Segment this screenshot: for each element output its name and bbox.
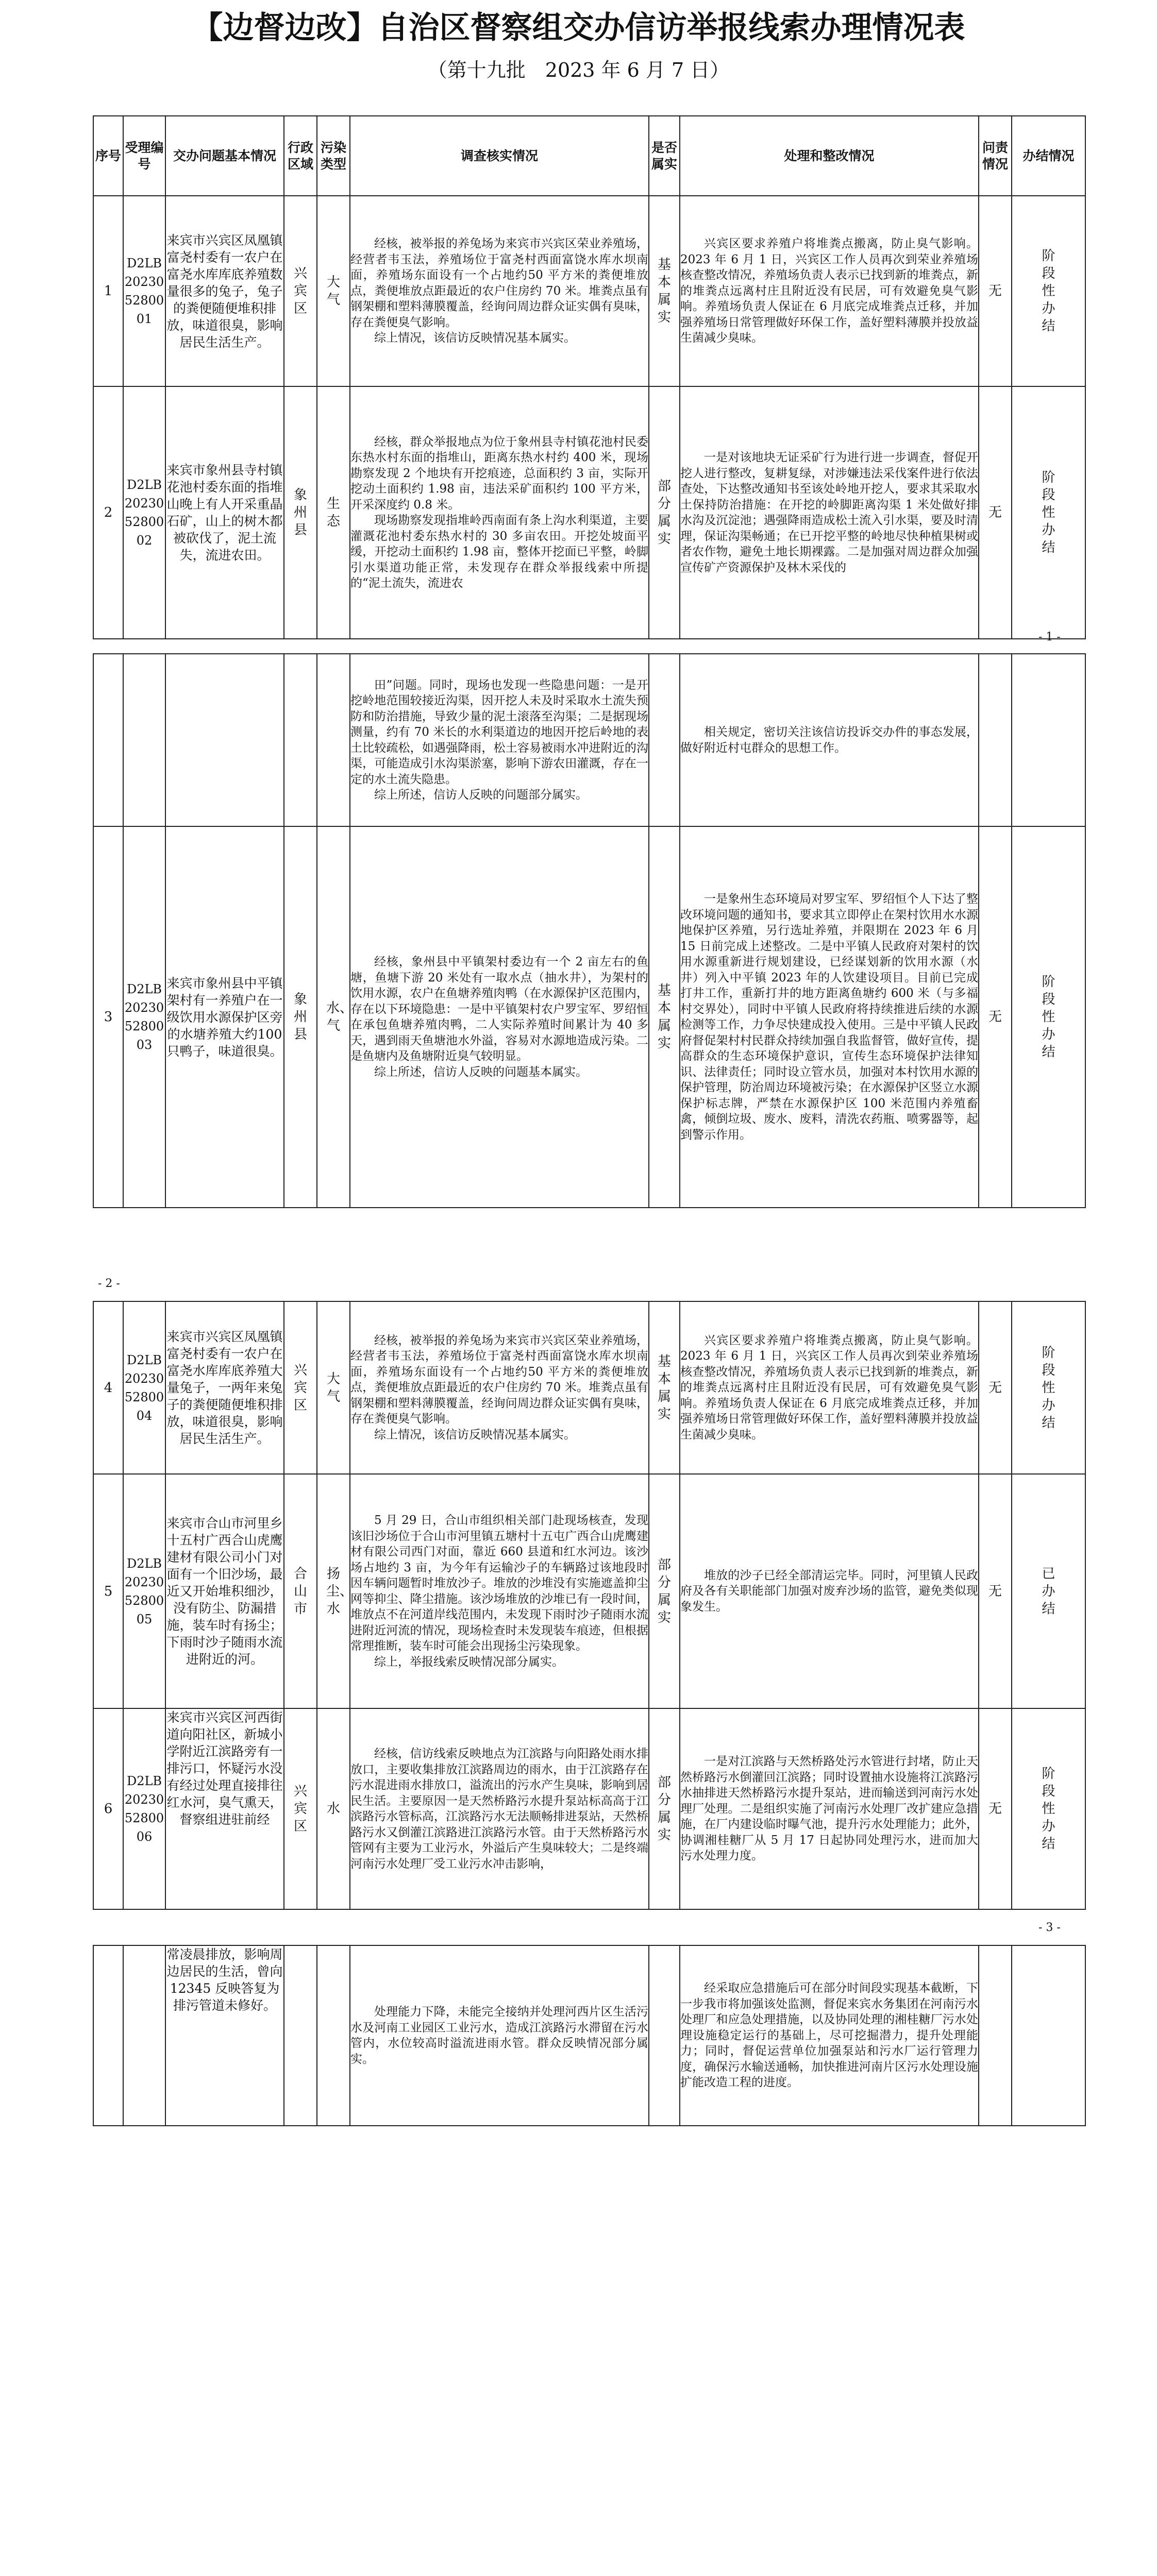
- cell-no: 3: [93, 826, 123, 1208]
- cell-accountability: 无: [979, 1301, 1012, 1474]
- cell-code: D2LB202305280006: [123, 1708, 165, 1909]
- cell-no: [93, 654, 123, 826]
- table-row: [93, 826, 1085, 1208]
- page3-table: [93, 1301, 1086, 1910]
- cell-code: D2LB202305280003: [123, 826, 165, 1208]
- cell-region: 兴宾区: [284, 196, 317, 386]
- cell-true-status: [649, 654, 680, 826]
- cell-summary: 来宾市合山市河里乡十五村广西合山虎鹰建材有限公司小门对面有一个旧沙场，最近又开始堆积细沙，没有防尘、防漏措施，装车时有扬尘；下雨时沙子随雨水流进附近的河。: [165, 1474, 284, 1708]
- cell-true-status: 基本属实: [649, 196, 680, 386]
- cell-summary: 来宾市兴宾区凤凰镇富尧村委有一农户在富尧水库库底养殖数量很多的兔子，兔子的粪便随便堆积排放，味道很臭，影响居民生活生产。: [165, 196, 284, 386]
- cell-no: 5: [93, 1474, 123, 1708]
- cell-handling: 经采取应急措施后可在部分时间段实现基本截断，下一步我市将加强该处监测，督促来宾水务集团在河南污水处理厂和应急处理措施，以及协同处理的湘桂糖厂污水处理设施稳定运行的基础上，尽可挖掘潜力，提升处理能力；同时，督促运营单位加强泵站和污水厂运行管理力度，确保污水输送通畅，加快推进河南片区污水处理设施扩能改造工程的进度。: [680, 1945, 979, 2126]
- cell-summary: 来宾市兴宾区凤凰镇富尧村委有一农户在富尧水库库底养殖大量兔子，一两年来兔子的粪便随便堆积排放，味道很臭，影响居民生活生产。: [165, 1301, 284, 1474]
- cell-code: D2LB202305280005: [123, 1474, 165, 1708]
- cell-accountability: [979, 654, 1012, 826]
- cell-summary: [165, 654, 284, 826]
- cell-no: 6: [93, 1708, 123, 1909]
- cell-region: 兴宾区: [284, 1301, 317, 1474]
- cell-no: 4: [93, 1301, 123, 1474]
- cell-investigation: 经核，被举报的养兔场为来宾市兴宾区荣业养殖场，经营者韦玉法，养殖场位于富尧村西面富饶水库水坝南面，养殖场东面设有一个占地约50 平方米的粪便堆放点，粪便堆放点距最近的农户住房约 70 米。堆粪点虽有钢架棚和塑料薄膜覆盖，经询问周边群众证实偶有臭味，存在粪便臭气影响。 综上情况，该信访反映情况基本属实。: [350, 196, 649, 386]
- cell-region: [284, 654, 317, 826]
- col-header-investigation: 调查核实情况: [350, 116, 649, 196]
- cell-type: 水: [317, 1708, 350, 1909]
- cell-completion: 阶段性办结: [1012, 826, 1085, 1208]
- cell-accountability: 无: [979, 1474, 1012, 1708]
- document-title: 【边督边改】自治区督察组交办信访举报线索办理情况表: [192, 10, 965, 46]
- cell-region: 兴宾区: [284, 1708, 317, 1909]
- cell-completion: 已办结: [1012, 1474, 1085, 1708]
- table-row: [93, 1708, 1085, 1909]
- cell-true-status: 基本属实: [649, 826, 680, 1208]
- cell-type: [317, 1945, 350, 2126]
- cell-code: D2LB202305280002: [123, 386, 165, 639]
- document-subtitle: （第十九批 2023 年 6 月 7 日）: [427, 59, 730, 81]
- cell-type: 大气: [317, 196, 350, 386]
- cell-handling: 堆放的沙子已经全部清运完毕。同时，河里镇人民政府及各有关职能部门加强对废弃沙场的监管，避免类似现象发生。: [680, 1474, 979, 1708]
- cell-completion: 阶段性办结: [1012, 386, 1085, 639]
- cell-completion: 阶段性办结: [1012, 1301, 1085, 1474]
- cell-no: [93, 1945, 123, 2126]
- cell-investigation: 经核，象州县中平镇架村委边有一个 2 亩左右的鱼塘，鱼塘下游 20 米处有一取水点（抽水井），为架村的饮用水源，农户在鱼塘养殖肉鸭（在水源保护区范围内，存在以下环境隐患：一是中平镇架村农户罗宝军、罗绍恒在承包鱼塘养殖肉鸭，二人实际养殖时间累计为 40 多天，遇到雨天鱼塘池水外溢，容易对水源地造成污染。二是鱼塘内及鱼塘附近臭气较明显。 综上所述，信访人反映的问题基本属实。: [350, 826, 649, 1208]
- cell-region: 象州县: [284, 826, 317, 1208]
- cell-true-status: 部分属实: [649, 1474, 680, 1708]
- cell-investigation: 经核，信访线索反映地点为江滨路与向阳路处雨水排放口，主要收集排放江滨路周边的雨水，由于江滨路存在污水混进雨水排放口，溢流出的污水产生臭味，影响到居民生活。主要原因一是天然桥路污水提升泵站标高高于江滨路污水管标高，江滨路污水无法顺畅排进泵站，天然桥路污水又倒灌江滨路进江滨路污水管。由于天然桥路污水管网有主要为工业污水，外溢后产生臭味较大；二是终端河南污水处理厂受工业污水冲击影响，: [350, 1708, 649, 1909]
- col-header-type: 污染类型: [317, 116, 350, 196]
- table-row: [93, 1474, 1085, 1708]
- page4-table: [93, 1945, 1086, 2126]
- cell-investigation: 经核，被举报的养兔场为来宾市兴宾区荣业养殖场，经营者韦玉法，养殖场位于富尧村西面富饶水库水坝南面，养殖场东面设有一个占地约50 平方米的粪便堆放点，粪便堆放点距最近的农户住房约 70 米。堆粪点虽有钢架棚和塑料薄膜覆盖，经询问周边群众证实偶有臭味，存在粪便臭气影响。 综上情况，该信访反映情况基本属实。: [350, 1301, 649, 1474]
- cell-true-status: 基本属实: [649, 1301, 680, 1474]
- cell-investigation: 处理能力下降，未能完全接纳并处理河西片区生活污水及河南工业园区工业污水，造成江滨路污水滞留在污水管内，水位较高时溢流进雨水管。群众反映情况部分属实。: [350, 1945, 649, 2126]
- page-number: - 3 -: [1038, 1921, 1061, 1934]
- table-row: [93, 386, 1085, 639]
- cell-summary: 来宾市象州县中平镇架村有一养殖户在一级饮用水源保护区旁的水塘养殖大约100 只鸭子，味道很臭。: [165, 826, 284, 1208]
- cell-true-status: 部分属实: [649, 386, 680, 639]
- col-header-code: 受理编号: [123, 116, 165, 196]
- cell-type: 水、气: [317, 826, 350, 1208]
- table-row-continuation: [93, 654, 1085, 826]
- cell-code: D2LB202305280004: [123, 1301, 165, 1474]
- cell-handling: 一是象州生态环境局对罗宝军、罗绍恒个人下达了整改环境问题的通知书，要求其立即停止在架村饮用水水源地保护区养殖，另行选址养殖，并限期在 2023 年 6 月 15 日前完成上述整改。二是中平镇人民政府对架村的饮用水源重新进行规划建设，已经谋划新的饮用水源（水井）列入中平镇 2023 年的人饮建设项目。目前已完成打井工作，重新打井的地方距离鱼塘约 600 米（与多福村交界处），同时中平镇人民政府将持续推进后续的水源检测等工作，力争尽快建成投入使用。三是中平镇人民政府督促架村村民群众持续加强自我监督管，做好宣传，提高群众的生态环境保护意识，宣传生态环境保护法律知识、法律责任；同时设立管水员，加强对本村饮用水源的保护管理，防治周边环境被污染；在水源保护区竖立水源保护标志牌，严禁在水源保护区 100 米范围内养殖畜禽，倾倒垃圾、废水、废料，清洗农药瓶、喷雾器等，起到警示作用。: [680, 826, 979, 1208]
- cell-code: D2LB202305280001: [123, 196, 165, 386]
- cell-investigation: 经核，群众举报地点为位于象州县寺村镇花池村民委东热水村东面的指堆山，距离东热水村约 400 米，现场勘察发现 2 个地块有开挖痕迹，总面积约 3 亩，实际开挖动土面积约 1.98 亩，违法采矿面积约 100 平方米，开采深度约 0.8 米。 现场勘察发现指堆岭西南面有条上沟水利渠道，主要灌溉花池村委东热水村的 30 多亩农田。开挖处坡面平缓，开挖动土面积约 1.98 亩，整体开挖面已平整，岭脚引水渠道功能正常，未发现存在群众举报线索中所提的“泥土流失，流进农: [350, 386, 649, 639]
- cell-completion: [1012, 1945, 1085, 2126]
- cell-type: 扬尘、水: [317, 1474, 350, 1708]
- cell-handling: 一是对江滨路与天然桥路处污水管进行封堵，防止天然桥路污水倒灌回江滨路；同时设置抽水设施将江滨路污水抽排进天然桥路污水提升泵站，进而输送到河南污水处理厂处理。二是组织实施了河南污水处理厂改扩建应急措施，在厂内建设临时曝气池，提升污水处理能力；此外，协调湘桂糖厂从 5 月 17 日起协同处理污水，进而加大污水处理力度。: [680, 1708, 979, 1909]
- cell-accountability: 无: [979, 1708, 1012, 1909]
- cell-region: [284, 1945, 317, 2126]
- cell-summary: 来宾市兴宾区河西街道向阳社区，新城小学附近江滨路旁有一排污口，怀疑污水没有经过处理直接排往红水河，臭气熏天，督察组进驻前经: [165, 1708, 284, 1909]
- cell-summary: 来宾市象州县寺村镇花池村委东面的指堆山晚上有人开采重晶石矿，山上的树木都被砍伐了，泥土流失，流进农田。: [165, 386, 284, 639]
- cell-completion: 阶段性办结: [1012, 1708, 1085, 1909]
- cell-accountability: 无: [979, 196, 1012, 386]
- cell-no: 1: [93, 196, 123, 386]
- col-header-no: 序号: [93, 116, 123, 196]
- table-header-row: [93, 116, 1085, 196]
- table-row: [93, 196, 1085, 386]
- col-header-summary: 交办问题基本情况: [165, 116, 284, 196]
- page1-table: [93, 115, 1086, 639]
- page2-table: [93, 653, 1086, 1208]
- cell-handling: 兴宾区要求养殖户将堆粪点搬离，防止臭气影响。2023 年 6 月 1 日，兴宾区工作人员再次到荣业养殖场核查整改情况，养殖场负责人表示已找到新的堆粪点，新的堆粪点远离村庄且附近没有民居，可有效避免臭气影响。养殖场负责人保证在 6 月底完成堆粪点迁移，并加强养殖场日常管理做好环保工作，盖好塑料薄膜并投放益生菌减少臭味。: [680, 1301, 979, 1474]
- table-row-continuation: [93, 1945, 1085, 2126]
- cell-region: 合山市: [284, 1474, 317, 1708]
- col-header-true: 是否属实: [649, 116, 680, 196]
- cell-handling: 一是对该地块无证采矿行为进行进一步调查，督促开挖人进行整改，复耕复绿，对涉嫌违法采伐案件进行依法查处，下达整改通知书至该处岭地开挖人，要求其采取水土保持防治措施：在开挖的岭脚距离沟渠 1 米处做好排水沟及沉淀池；遇强降雨造成松土流入引水渠，要及时清理，保证沟渠畅通；在已开挖平整的岭地尽快种植果树或者农作物，避免土地长期裸露。二是加强对周边群众加强宣传矿产资源保护及林木采伐的: [680, 386, 979, 639]
- col-header-region: 行政区域: [284, 116, 317, 196]
- col-header-handling: 处理和整改情况: [680, 116, 979, 196]
- cell-code: [123, 654, 165, 826]
- table-row: [93, 1301, 1085, 1474]
- cell-accountability: [979, 1945, 1012, 2126]
- cell-investigation: 田”问题。同时，现场也发现一些隐患问题：一是开挖岭地范围较接近沟渠，因开挖人未及时采取水土流失预防和防治措施，导致少量的泥土滚落至沟渠；二是据现场测量，约有 70 米长的水利渠道边的地因开挖后岭地的表土比较疏松，如遇强降雨，松土容易被雨水冲进附近的沟渠，可能造成引水沟渠淤塞，影响下游农田灌溉，存在一定的水土流失隐患。 综上所述，信访人反映的问题部分属实。: [350, 654, 649, 826]
- cell-region: 象州县: [284, 386, 317, 639]
- col-header-completion: 办结情况: [1012, 116, 1085, 196]
- cell-summary: 常凌晨排放，影响周边居民的生活，曾向 12345 反映答复为排污管道未修好。: [165, 1945, 284, 2126]
- cell-true-status: [649, 1945, 680, 2126]
- cell-type: 大气: [317, 1301, 350, 1474]
- cell-code: [123, 1945, 165, 2126]
- cell-completion: [1012, 654, 1085, 826]
- cell-no: 2: [93, 386, 123, 639]
- col-header-accountability: 问责情况: [979, 116, 1012, 196]
- cell-handling: 兴宾区要求养殖户将堆粪点搬离，防止臭气影响。2023 年 6 月 1 日，兴宾区工作人员再次到荣业养殖场核查整改情况，养殖场负责人表示已找到新的堆粪点，新的堆粪点远离村庄且附近没有民居，可有效避免臭气影响。养殖场负责人保证在 6 月底完成堆粪点迁移，并加强养殖场日常管理做好环保工作，盖好塑料薄膜并投放益生菌减少臭味。: [680, 196, 979, 386]
- cell-completion: 阶段性办结: [1012, 196, 1085, 386]
- cell-true-status: 部分属实: [649, 1708, 680, 1909]
- page-number: - 1 -: [1038, 631, 1061, 643]
- cell-accountability: 无: [979, 826, 1012, 1208]
- cell-accountability: 无: [979, 386, 1012, 639]
- cell-handling: 相关规定，密切关注该信访投诉交办件的事态发展，做好附近村屯群众的思想工作。: [680, 654, 979, 826]
- cell-investigation: 5 月 29 日，合山市组织相关部门赴现场核查，发现该旧沙场位于合山市河里镇五塘村十五屯广西合山虎鹰建材有限公司西门对面，靠近 660 县道和红水河边。该沙场占地约 3 亩，为今年有运输沙子的车辆路过该地段时因车辆问题暂时堆放沙子。堆放的沙堆没有实施遮盖抑尘网等抑尘、降尘措施。该沙场堆放的沙堆已有一段时间，堆放点不在河道岸线范围内，未发现下雨时沙子随雨水流进附近河流的情况，现场检查时未发现装车痕迹，但根据常理推断，装车时可能会出现扬尘污染现象。 综上，举报线索反映情况部分属实。: [350, 1474, 649, 1708]
- cell-type: [317, 654, 350, 826]
- cell-type: 生态: [317, 386, 350, 639]
- page-number: - 2 -: [98, 1277, 120, 1290]
